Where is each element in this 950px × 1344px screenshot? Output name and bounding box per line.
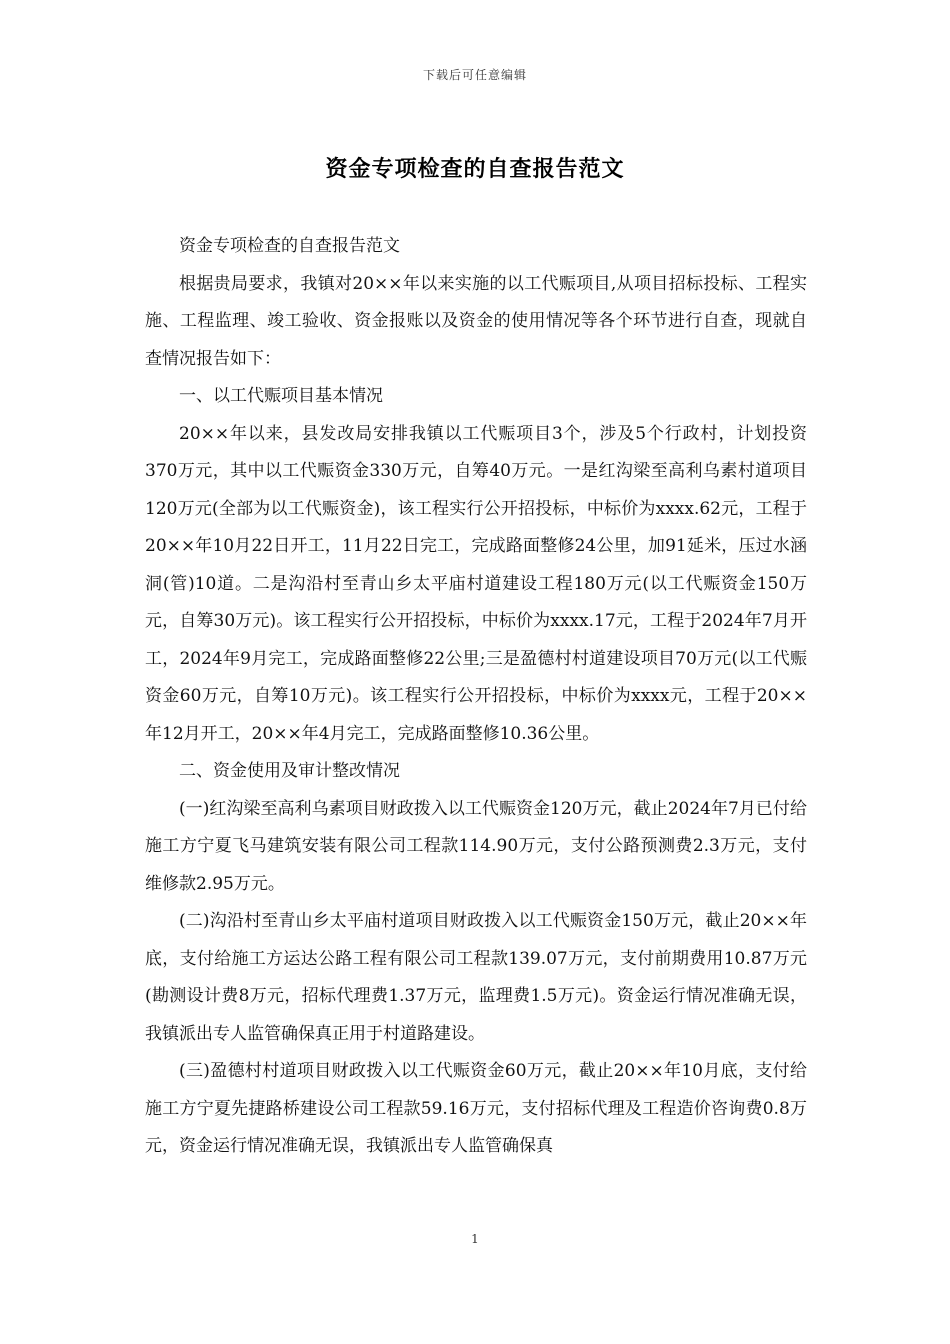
- paragraph-item-1: (一)红沟梁至高利乌素项目财政拨入以工代赈资金120万元，截止2024年7月已付给施工方宁夏飞马建筑安装有限公司工程款114.90万元，支付公路预测费2.3万元，支付维修款2.95万元。: [145, 798, 807, 894]
- paragraph-intro: 根据贵局要求，我镇对20××年以来实施的以工代赈项目,从项目招标投标、工程实施、工程监理、竣工验收、资金报账以及资金的使用情况等各个环节进行自查，现就自查情况报告如下：: [145, 273, 807, 369]
- paragraph-subtitle: 资金专项检查的自查报告范文: [179, 236, 400, 256]
- page-header: 下载后可任意编辑: [422, 68, 527, 82]
- document-body: [145, 228, 807, 1166]
- paragraph-item-3: (三)盈德村村道项目财政拨入以工代赈资金60万元，截止20××年10月底，支付给施工方宁夏先捷路桥建设公司工程款59.16万元，支付招标代理及工程造价咨询费0.8万元，资金运行情况准确无误，我镇派出专人监管确保真: [145, 1061, 807, 1156]
- paragraph-item-2: (二)沟沿村至青山乡太平庙村道项目财政拨入以工代赈资金150万元，截止20××年底，支付给施工方运达公路工程有限公司工程款139.07万元，支付前期费用10.87万元(勘测设计费8万元，招标代理费1.37万元，监理费1.5万元)。资金运行情况准确无误，我镇派出专人监管确保真正用于村道路建设。: [145, 911, 807, 1044]
- section-heading-1: 一、以工代赈项目基本情况: [179, 386, 383, 406]
- document-title: 资金专项检查的自查报告范文: [325, 156, 625, 182]
- section-heading-2: 二、资金使用及审计整改情况: [179, 761, 400, 781]
- paragraph-project-overview: 20××年以来，县发改局安排我镇以工代赈项目3个，涉及5个行政村，计划投资370万元，其中以工代赈资金330万元，自筹40万元。一是红沟梁至高利乌素村道项目120万元(全部为以工代赈资金)，该工程实行公开招投标，中标价为xxxx.62元，工程于20××年10月22日开工，11月22日完工，完成路面整修24公里，加91延米，压过水涵洞(管)10道。二是沟沿村至青山乡太平庙村道建设工程180万元(以工代赈资金150万元，自筹30万元)。该工程实行公开招投标，中标价为xxxx.17元，工程于2024年7月开工，2024年9月完工，完成路面整修22公里;三是盈德村村道建设项目70万元(以工代赈资金60万元，自筹10万元)。该工程实行公开招投标，中标价为xxxx元，工程于20××年12月开工，20××年4月完工，完成路面整修10.36公里。: [145, 423, 807, 744]
- page-number: 1: [471, 1232, 479, 1246]
